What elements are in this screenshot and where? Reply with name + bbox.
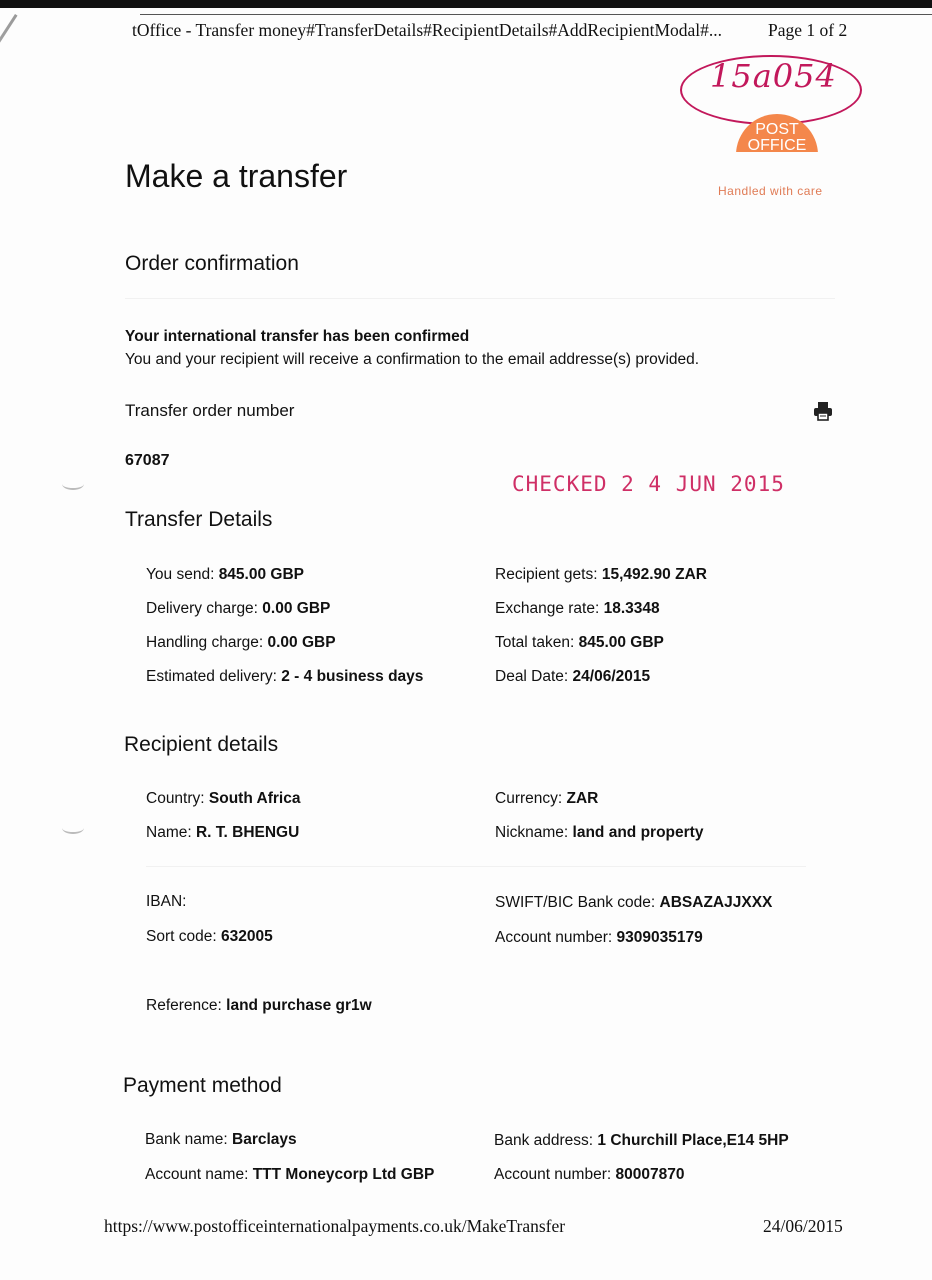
payment-account-number-value: 80007870 bbox=[615, 1166, 685, 1183]
total-taken-value: 845.00 GBP bbox=[578, 634, 664, 651]
exchange-rate-value: 18.3348 bbox=[603, 600, 660, 617]
transfer-order-number-label: Transfer order number bbox=[125, 401, 295, 420]
print-footer-date: 24/06/2015 bbox=[763, 1216, 843, 1236]
deal-date-row: Deal Date: 24/06/2015 bbox=[495, 668, 651, 685]
page-title: Make a transfer bbox=[125, 158, 348, 194]
currency-value: ZAR bbox=[566, 790, 599, 807]
order-confirmation-heading: Order confirmation bbox=[125, 252, 299, 275]
reference-row: Reference: land purchase gr1w bbox=[146, 997, 372, 1014]
country-value: South Africa bbox=[208, 790, 301, 807]
payment-method-heading: Payment method bbox=[123, 1074, 282, 1097]
deal-date-value: 24/06/2015 bbox=[572, 668, 651, 685]
transfer-order-number: 67087 bbox=[125, 452, 170, 469]
recipient-account-number-value: 9309035179 bbox=[616, 929, 703, 946]
nickname-row: Nickname: land and property bbox=[495, 824, 704, 841]
recipient-gets-row: Recipient gets: 15,492.90 ZAR bbox=[495, 566, 707, 583]
bank-address-value: 1 Churchill Place,E14 5HP bbox=[597, 1132, 789, 1149]
sort-code-value: 632005 bbox=[220, 928, 273, 945]
handling-charge-row: Handling charge: 0.00 GBP bbox=[146, 634, 336, 651]
you-send-value: 845.00 GBP bbox=[218, 566, 304, 583]
transfer-details-heading: Transfer Details bbox=[125, 508, 273, 531]
you-send-row: You send: 845.00 GBP bbox=[146, 566, 304, 583]
nickname-value: land and property bbox=[572, 824, 704, 841]
name-value: R. T. BHENGU bbox=[195, 824, 300, 841]
swift-value: ABSAZAJJXXX bbox=[659, 894, 773, 911]
delivery-charge-value: 0.00 GBP bbox=[262, 600, 331, 617]
total-taken-row: Total taken: 845.00 GBP bbox=[495, 634, 664, 651]
recipient-details-heading: Recipient details bbox=[124, 733, 279, 756]
checked-stamp: CHECKED 2 4 JUN 2015 bbox=[512, 472, 785, 496]
post-office-logo bbox=[736, 114, 818, 152]
confirmation-subtext: You and your recipient will receive a confirmation to the email addresse(s) provided. bbox=[125, 351, 700, 368]
punch-hole-mark bbox=[62, 478, 84, 490]
swift-row: SWIFT/BIC Bank code: ABSAZAJJXXX bbox=[495, 894, 773, 911]
printer-icon[interactable] bbox=[812, 400, 834, 422]
delivery-charge-row: Delivery charge: 0.00 GBP bbox=[146, 600, 331, 617]
estimated-delivery-value: 2 - 4 business days bbox=[281, 668, 424, 685]
estimated-delivery-row: Estimated delivery: 2 - 4 business days bbox=[146, 668, 424, 685]
handwritten-reference: 15a054 bbox=[710, 57, 837, 95]
punch-hole-mark bbox=[62, 822, 84, 834]
print-header-page-number: Page 1 of 2 bbox=[768, 20, 848, 40]
recipient-gets-value: 15,492.90 ZAR bbox=[601, 566, 707, 583]
account-name-row: Account name: TTT Moneycorp Ltd GBP bbox=[145, 1166, 435, 1183]
iban-row: IBAN: bbox=[146, 893, 187, 910]
handling-charge-value: 0.00 GBP bbox=[267, 634, 336, 651]
confirmation-message: Your international transfer has been confirmed bbox=[125, 328, 470, 345]
account-name-value: TTT Moneycorp Ltd GBP bbox=[252, 1166, 435, 1183]
sort-code-row: Sort code: 632005 bbox=[146, 928, 273, 945]
bank-name-row: Bank name: Barclays bbox=[145, 1131, 297, 1148]
country-row: Country: South Africa bbox=[146, 790, 301, 807]
payment-account-number-row: Account number: 80007870 bbox=[494, 1166, 685, 1183]
recipient-account-number-row: Account number: 9309035179 bbox=[495, 929, 703, 946]
bank-name-value: Barclays bbox=[232, 1131, 297, 1148]
logo-text: POST OFFICE bbox=[747, 121, 807, 152]
scan-edge bbox=[0, 0, 932, 8]
currency-row: Currency: ZAR bbox=[495, 790, 599, 807]
name-row: Name: R. T. BHENGU bbox=[146, 824, 300, 841]
print-footer-url: https://www.postofficeinternationalpayments.co.uk/MakeTransfer bbox=[104, 1216, 566, 1236]
exchange-rate-row: Exchange rate: 18.3348 bbox=[495, 600, 660, 617]
bank-address-row: Bank address: 1 Churchill Place,E14 5HP bbox=[494, 1132, 789, 1149]
divider bbox=[146, 866, 806, 867]
print-header-title: tOffice - Transfer money#TransferDetails#RecipientDetails#AddRecipientModal#... bbox=[132, 20, 723, 40]
reference-value: land purchase gr1w bbox=[226, 997, 372, 1014]
paper-fold-mark bbox=[0, 14, 18, 200]
divider bbox=[125, 298, 835, 299]
logo-tagline: Handled with care bbox=[718, 184, 823, 198]
print-header-rule bbox=[140, 14, 932, 15]
